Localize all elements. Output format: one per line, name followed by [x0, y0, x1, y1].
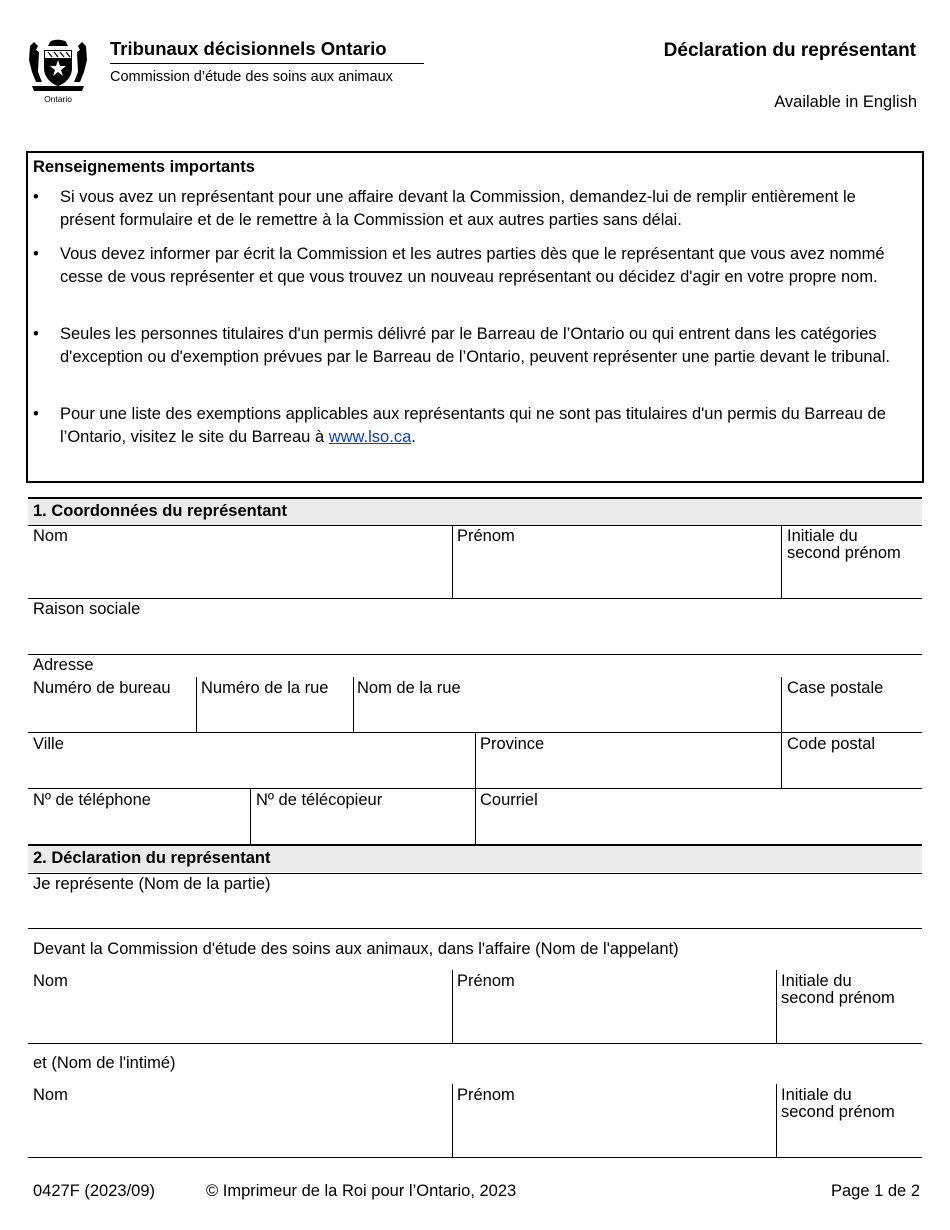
respondent-heading: et (Nom de l'intimé) [33, 1054, 176, 1072]
email-field[interactable] [476, 789, 922, 844]
document-title: Déclaration du représentant [663, 40, 916, 61]
bullet-text: Vous devez informer par écrit la Commission et les autres parties dès que le représentant que vous avez nommé cesse de vous représenter et que vous trouvez un nouveau représentant ou décidez d'agir en votre propre nom. [60, 245, 885, 286]
address-label: Adresse [33, 656, 94, 674]
form-number: 0427F (2023/09) [33, 1182, 156, 1200]
bullet-text: Pour une liste des exemptions applicables aux représentants qui ne sont pas titulaires d'un permis du Barreau de l’Ontario, visitez le site du Barreau à www.lso.ca. [60, 405, 886, 446]
company-name-label: Raison sociale [33, 600, 141, 618]
street-name-label: Nom de la rue [357, 679, 461, 697]
street-number-label: Numéro de la rue [201, 679, 329, 697]
company-name-field[interactable] [28, 599, 922, 654]
appellant-heading: Devant la Commission d'étude des soins aux animaux, dans l'affaire (Nom de l'appelant) [33, 940, 679, 958]
province-label: Province [480, 735, 545, 753]
available-in-english-link[interactable]: Available in English [774, 93, 917, 111]
section1-title: 1. Coordonnées du représentant [33, 502, 287, 520]
po-box-label: Case postale [787, 679, 884, 697]
city-label: Ville [33, 735, 64, 753]
bullet-text: Si vous avez un représentant pour une affaire devant la Commission, demandez-lui de remplir entièrement le présent formulaire et de le remettre à la Commission et aux autres parties sans délai. [60, 188, 856, 229]
logo-caption: Ontario [44, 94, 72, 104]
city-field[interactable] [28, 733, 475, 788]
org-divider [110, 63, 424, 64]
respondent-middle-initial-label: Initiale du second prénom [781, 1086, 895, 1121]
bullet-icon: • [33, 405, 39, 423]
appellant-last-name-field[interactable] [28, 970, 452, 1043]
postal-code-label: Code postal [787, 735, 876, 753]
bullet-icon: • [33, 325, 39, 343]
email-label: Courriel [480, 791, 538, 809]
represented-party-label: Je représente (Nom de la partie) [33, 875, 271, 893]
rep-first-name-label: Prénom [457, 527, 515, 545]
copyright: © Imprimeur de la Roi pour l’Ontario, 2023 [206, 1182, 517, 1200]
page-number: Page 1 de 2 [831, 1182, 920, 1200]
org-name: Tribunaux décisionnels Ontario [110, 38, 387, 59]
respondent-last-name-field[interactable] [28, 1084, 452, 1157]
org-subtitle: Commission d’étude des soins aux animaux [110, 69, 393, 85]
respondent-last-name-label: Nom [33, 1086, 68, 1104]
rep-last-name-field[interactable] [28, 526, 452, 598]
appellant-middle-initial-label: Initiale du second prénom [781, 972, 895, 1007]
lso-link[interactable]: www.lso.ca [328, 427, 412, 446]
fax-label: Nº de télécopieur [256, 791, 383, 809]
bullet-text: Seules les personnes titulaires d'un permis délivré par le Barreau de l’Ontario ou qui entrent dans les catégories d'exception ou d'exemption prévues par le Barreau de l’Ontario, peuvent représenter une partie devant le tribunal. [60, 325, 890, 366]
bullet-icon: • [33, 188, 39, 206]
phone-label: Nº de téléphone [33, 791, 151, 809]
info-heading: Renseignements importants [33, 158, 255, 176]
rep-last-name-label: Nom [33, 527, 68, 545]
suite-number-label: Numéro de bureau [33, 679, 171, 697]
rep-middle-initial-label: Initiale du second prénom [787, 527, 901, 562]
bullet-icon: • [33, 245, 39, 263]
section2-title: 2. Déclaration du représentant [33, 849, 271, 867]
respondent-first-name-label: Prénom [457, 1086, 515, 1104]
ontario-coat-of-arms-logo [26, 38, 90, 104]
appellant-last-name-label: Nom [33, 972, 68, 990]
appellant-first-name-label: Prénom [457, 972, 515, 990]
